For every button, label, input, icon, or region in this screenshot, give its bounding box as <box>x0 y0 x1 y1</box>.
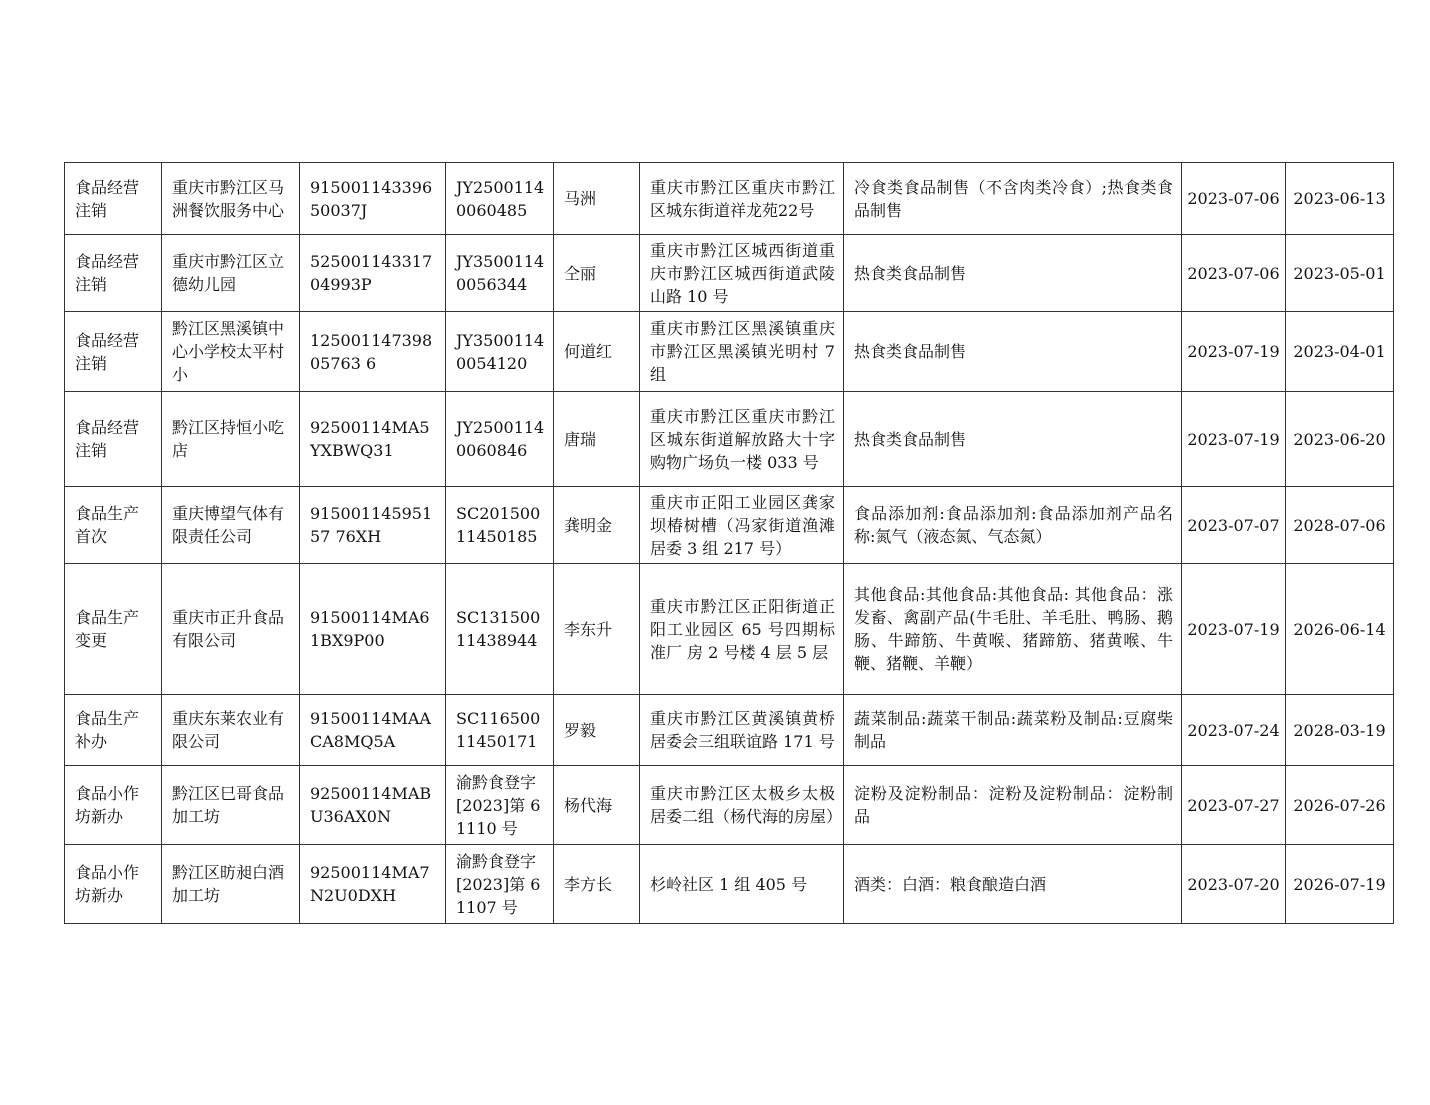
cell-credit-code: 91500114339650037J <box>300 163 446 235</box>
cell-name: 重庆市黔江区马洲餐饮服务中心 <box>162 163 300 235</box>
table-body <box>65 163 1394 924</box>
cell-credit-code: 92500114MA5YXBWQ31 <box>300 392 446 487</box>
table-row <box>65 695 1394 766</box>
cell-expiry-date: 2023-06-20 <box>1286 392 1394 487</box>
cell-expiry-date: 2026-06-14 <box>1286 564 1394 695</box>
cell-name: 重庆博望气体有限责任公司 <box>162 487 300 564</box>
cell-scope: 蔬菜制品:蔬菜干制品:蔬菜粉及制品:豆腐柴制品 <box>844 695 1182 766</box>
table-row <box>65 392 1394 487</box>
cell-license-no: 渝黔食登字[2023]第 61110 号 <box>446 766 554 845</box>
cell-issue-date: 2023-07-24 <box>1182 695 1286 766</box>
cell-issue-date: 2023-07-20 <box>1182 845 1286 924</box>
cell-expiry-date: 2023-05-01 <box>1286 235 1394 312</box>
cell-credit-code: 91500114MA61BX9P00 <box>300 564 446 695</box>
cell-expiry-date: 2023-04-01 <box>1286 312 1394 392</box>
cell-scope: 淀粉及淀粉制品：淀粉及淀粉制品：淀粉制品 <box>844 766 1182 845</box>
cell-expiry-date: 2026-07-19 <box>1286 845 1394 924</box>
cell-person: 唐瑞 <box>554 392 640 487</box>
cell-type: 食品经营注销 <box>65 312 162 392</box>
cell-name: 黔江区黑溪镇中心小学校太平村小 <box>162 312 300 392</box>
cell-license-no: JY35001140054120 <box>446 312 554 392</box>
cell-scope: 酒类：白酒：粮食酿造白酒 <box>844 845 1182 924</box>
cell-credit-code: 12500114739805763 6 <box>300 312 446 392</box>
cell-issue-date: 2023-07-19 <box>1182 392 1286 487</box>
table-row <box>65 312 1394 392</box>
registration-table <box>64 162 1394 924</box>
cell-address: 重庆市黔江区重庆市黔江区城东街道解放路大十字购物广场负一楼 033 号 <box>640 392 844 487</box>
cell-address: 杉岭社区 1 组 405 号 <box>640 845 844 924</box>
cell-address: 重庆市黔江区正阳街道正阳工业园区 65 号四期标准厂 房 2 号楼 4 层 5 层 <box>640 564 844 695</box>
cell-name: 重庆东莱农业有限公司 <box>162 695 300 766</box>
cell-issue-date: 2023-07-27 <box>1182 766 1286 845</box>
cell-type: 食品经营注销 <box>65 163 162 235</box>
cell-address: 重庆市黔江区太极乡太极居委二组（杨代海的房屋） <box>640 766 844 845</box>
cell-address: 重庆市黔江区重庆市黔江区城东街道祥龙苑22号 <box>640 163 844 235</box>
cell-license-no: JY35001140056344 <box>446 235 554 312</box>
table-row <box>65 235 1394 312</box>
cell-person: 李方长 <box>554 845 640 924</box>
cell-expiry-date: 2026-07-26 <box>1286 766 1394 845</box>
cell-type: 食品生产补办 <box>65 695 162 766</box>
cell-person: 何道红 <box>554 312 640 392</box>
cell-type: 食品经营注销 <box>65 392 162 487</box>
cell-name: 重庆市正升食品有限公司 <box>162 564 300 695</box>
cell-address: 重庆市正阳工业园区龚家坝椿树槽（冯家街道渔滩居委 3 组 217 号） <box>640 487 844 564</box>
cell-expiry-date: 2028-07-06 <box>1286 487 1394 564</box>
cell-license-no: JY25001140060485 <box>446 163 554 235</box>
cell-type: 食品小作坊新办 <box>65 845 162 924</box>
table-row <box>65 766 1394 845</box>
cell-credit-code: 91500114595157 76XH <box>300 487 446 564</box>
cell-person: 李东升 <box>554 564 640 695</box>
cell-scope: 热食类食品制售 <box>844 392 1182 487</box>
cell-type: 食品经营注销 <box>65 235 162 312</box>
cell-scope: 其他食品:其他食品:其他食品: 其他食品：涨发畜、禽副产品(牛毛肚、羊毛肚、鸭肠、鹅肠、牛蹄筋、牛黄喉、猪蹄筋、猪黄喉、牛鞭、猪鞭、羊鞭） <box>844 564 1182 695</box>
cell-person: 马洲 <box>554 163 640 235</box>
cell-license-no: SC13150011438944 <box>446 564 554 695</box>
cell-issue-date: 2023-07-06 <box>1182 235 1286 312</box>
cell-type: 食品生产首次 <box>65 487 162 564</box>
cell-person: 杨代海 <box>554 766 640 845</box>
cell-person: 龚明金 <box>554 487 640 564</box>
cell-name: 重庆市黔江区立德幼儿园 <box>162 235 300 312</box>
cell-issue-date: 2023-07-19 <box>1182 564 1286 695</box>
cell-issue-date: 2023-07-19 <box>1182 312 1286 392</box>
cell-expiry-date: 2028-03-19 <box>1286 695 1394 766</box>
cell-name: 黔江区持恒小吃店 <box>162 392 300 487</box>
cell-person: 仝丽 <box>554 235 640 312</box>
cell-credit-code: 52500114331704993P <box>300 235 446 312</box>
cell-type: 食品生产变更 <box>65 564 162 695</box>
cell-scope: 食品添加剂:食品添加剂:食品添加剂产品名称:氮气（液态氮、气态氮） <box>844 487 1182 564</box>
cell-name: 黔江区巳哥食品加工坊 <box>162 766 300 845</box>
cell-scope: 热食类食品制售 <box>844 235 1182 312</box>
cell-name: 黔江区昉昶白酒加工坊 <box>162 845 300 924</box>
cell-address: 重庆市黔江区城西街道重庆市黔江区城西街道武陵山路 10 号 <box>640 235 844 312</box>
cell-scope: 冷食类食品制售（不含肉类冷食）;热食类食品制售 <box>844 163 1182 235</box>
table-row <box>65 845 1394 924</box>
cell-scope: 热食类食品制售 <box>844 312 1182 392</box>
cell-issue-date: 2023-07-06 <box>1182 163 1286 235</box>
cell-credit-code: 92500114MABU36AX0N <box>300 766 446 845</box>
cell-person: 罗毅 <box>554 695 640 766</box>
table-row <box>65 487 1394 564</box>
cell-license-no: SC11650011450171 <box>446 695 554 766</box>
table-row <box>65 163 1394 235</box>
cell-address: 重庆市黔江区黑溪镇重庆市黔江区黑溪镇光明村 7 组 <box>640 312 844 392</box>
cell-credit-code: 91500114MAACA8MQ5A <box>300 695 446 766</box>
cell-license-no: 渝黔食登字[2023]第 61107 号 <box>446 845 554 924</box>
cell-expiry-date: 2023-06-13 <box>1286 163 1394 235</box>
table-row <box>65 564 1394 695</box>
cell-license-no: SC20150011450185 <box>446 487 554 564</box>
cell-credit-code: 92500114MA7N2U0DXH <box>300 845 446 924</box>
cell-address: 重庆市黔江区黄溪镇黄桥居委会三组联谊路 171 号 <box>640 695 844 766</box>
cell-issue-date: 2023-07-07 <box>1182 487 1286 564</box>
cell-license-no: JY25001140060846 <box>446 392 554 487</box>
cell-type: 食品小作坊新办 <box>65 766 162 845</box>
